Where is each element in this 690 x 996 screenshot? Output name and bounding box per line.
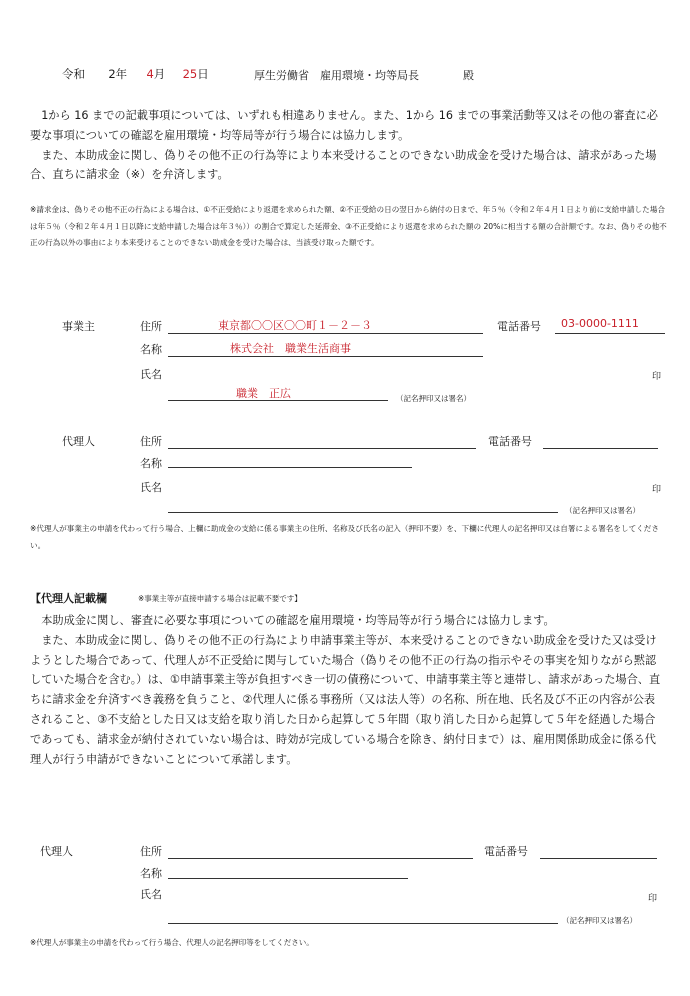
- agent1-address-label: 住所: [140, 435, 162, 448]
- agent2-section-label: 代理人: [40, 845, 73, 858]
- pledge-paragraph-1: 1から 16 までの記載事項については、いずれも相違ありません。また、1から 16 までの事業活動等又はその他の審査に必要な事項についての確認を雇用環境・均等局等が行う場合には協力します。: [30, 109, 658, 142]
- agent2-note: ※代理人が事業主の申請を代わって行う場合、代理人の記名押印等をしてください。: [30, 938, 314, 947]
- agent-section-heading: 【代理人記載欄: [30, 592, 107, 605]
- month: 4: [146, 67, 154, 81]
- employer-address-label: 住所: [140, 320, 162, 333]
- day: 25: [182, 67, 198, 81]
- agent1-seal-note: （記名押印又は署名）: [565, 506, 640, 515]
- year: 2: [108, 67, 116, 81]
- agent-section-body: [30, 611, 666, 769]
- agent2-phone-label: 電話番号: [484, 845, 528, 858]
- honorific: 殿: [463, 69, 474, 82]
- agent1-seal-mark: 印: [652, 485, 662, 495]
- agent2-seal-note: （記名押印又は署名）: [562, 916, 637, 925]
- agent2-person-label: 氏名: [140, 888, 162, 901]
- agent2-seal-mark: 印: [648, 894, 658, 904]
- employer-name-field[interactable]: 株式会社 職業生活商事: [230, 342, 351, 355]
- employer-name-underline: [168, 356, 483, 357]
- employer-person-label: 氏名: [140, 368, 162, 381]
- agent1-name-label: 名称: [140, 457, 162, 470]
- agent-section-paragraph-2: また、本助成金に関し、偽りその他不正の行為により申請事業主等が、本来受けることのできない助成金を受けた又は受けようとした場合であって、代理人が不正受給に関与していた場合（偽りその他不正の行為の指示やその事実を知りながら黙認していた場合を含む。）は、①申請事業主等が負担すべき一切の債務について、申請事業主等と連帯し、請求があった場合、直ちに請求金を弁済すべき義務を負うこと、②代理人に係る事務所（又は法人等）の名称、所在地、氏名及び不正の内容が公表されること、③不支給とした日又は支給を取り消した日から起算して５年間（取り消した日から起算して５年を経過した場合であっても、請求金が納付されていない場合は、時効が完成している場合を除き、納付日まで）は、雇用関係助成金に係る代理人が行う申請ができないことについて承諾します。: [30, 633, 661, 766]
- agent1-section-label: 代理人: [62, 435, 95, 448]
- employer-seal-note: （記名押印又は署名）: [396, 394, 471, 403]
- agent1-phone-label: 電話番号: [488, 435, 532, 448]
- employer-person-underline: [168, 400, 388, 401]
- employer-phone-underline: [555, 333, 665, 334]
- year-unit: 年: [115, 67, 128, 81]
- agent2-address-field[interactable]: [168, 858, 473, 859]
- era: 令和: [62, 67, 85, 81]
- agent2-name-label: 名称: [140, 867, 162, 880]
- month-unit: 月: [153, 67, 166, 81]
- day-unit: 日: [197, 67, 209, 81]
- pledge-note: ※請求金は、偽りその他不正の行為による場合は、①不正受給により返還を求められた額、②不正受給の日の翌日から納付の日まで、年５％（令和２年４月１日より前に支給申請した場合は年５％（令和２年４月１日以降に支給申請した場合は年３％））の割合で算定した延滞金、③不正受給により返還を求められた額の 20%に相当する額の合計額です。なお、偽りその他不正の行為以外の事由により本来受けることのできない助成金を受けた場合は、当該受け取った額です。: [30, 205, 667, 247]
- date-line: [62, 66, 209, 82]
- employer-phone-field[interactable]: 03-0000-1111: [561, 317, 639, 330]
- pledge-block: [30, 106, 666, 185]
- employer-phone-label: 電話番号: [497, 320, 541, 333]
- addressee: 厚生労働省 雇用環境・均等局長: [254, 69, 419, 82]
- agent2-person-field[interactable]: [168, 923, 558, 924]
- employer-section-label: 事業主: [62, 320, 95, 333]
- agent2-phone-field[interactable]: [540, 858, 657, 859]
- agent1-address-field[interactable]: [168, 448, 476, 449]
- employer-name-label: 名称: [140, 343, 162, 356]
- agent1-person-field[interactable]: [168, 512, 558, 513]
- pledge-paragraph-2: また、本助成金に関し、偽りその他不正の行為等により本来受けることのできない助成金を受けた場合は、請求があった場合、直ちに請求金（※）を弁済します。: [30, 148, 657, 182]
- employer-seal-mark: 印: [652, 372, 662, 382]
- agent-section-heading-note: ※事業主等が直接申請する場合は記載不要です】: [138, 594, 302, 603]
- employer-person-field[interactable]: 職業 正広: [236, 387, 291, 400]
- agent2-address-label: 住所: [140, 845, 162, 858]
- agent-section-paragraph-1: 本助成金に関し、審査に必要な事項についての確認を雇用環境・均等局等が行う場合には協力します。: [30, 614, 555, 627]
- agent1-note: ※代理人が事業主の申請を代わって行う場合、上欄に助成金の支給に係る事業主の住所、名称及び氏名の記入（押印不要）を、下欄に代理人の記名押印又は自署による署名をしてください。: [30, 524, 659, 550]
- employer-address-underline: [168, 333, 483, 334]
- agent1-phone-field[interactable]: [543, 448, 658, 449]
- employer-address-field[interactable]: 東京都〇〇区〇〇町１－２－３: [218, 319, 372, 332]
- agent2-name-field[interactable]: [168, 878, 408, 879]
- agent1-name-field[interactable]: [168, 467, 412, 468]
- agent1-person-label: 氏名: [140, 481, 162, 494]
